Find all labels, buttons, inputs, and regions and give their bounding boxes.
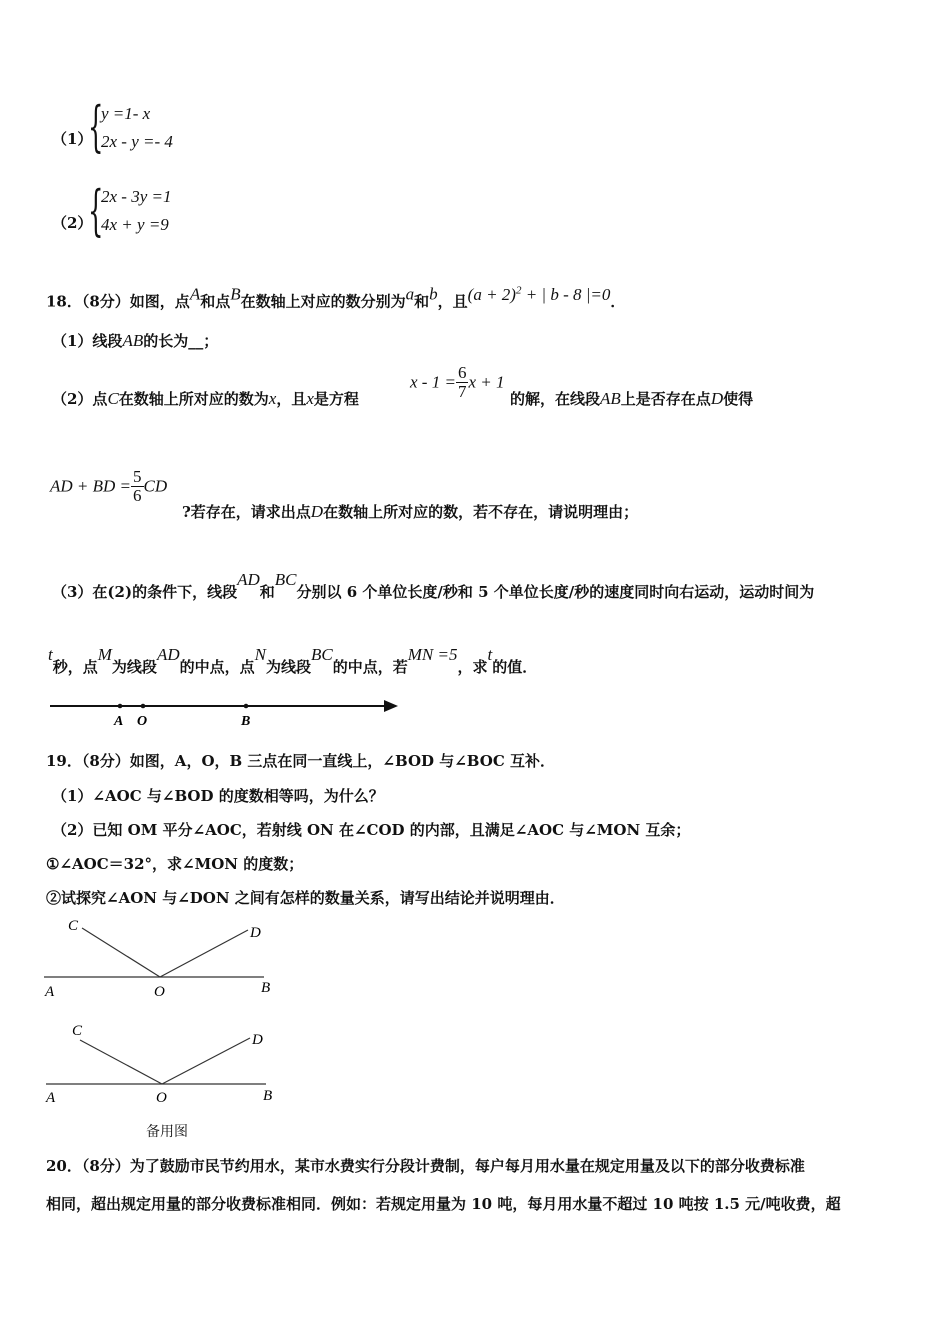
angle-figure-2 <box>40 1018 290 1113</box>
number-line-figure <box>44 694 404 730</box>
q17-p2-eq2: 4x + y =9 <box>101 215 169 234</box>
q18-part2-line1b: 的解，在线段AB上是否存在点D使得 <box>510 389 754 408</box>
label-o: O <box>156 1090 167 1106</box>
angle-figure-1 <box>40 910 290 1005</box>
q18-line1: 18．（8分）如图，点A和点B在数轴上对应的数分别为a和b，且$(a + 2)^2$ + | b - 8 |=0． <box>46 284 626 311</box>
label-a: A <box>45 984 55 1000</box>
label-d: D <box>252 1032 263 1048</box>
q17-p2-eq1: 2x - 3y =1 <box>101 187 172 206</box>
figure-caption: 备用图 <box>146 1124 188 1140</box>
q19-part2-2: ②试探究∠AON 与∠DON 之间有怎样的数量关系，请写出结论并说明理由． <box>46 889 565 907</box>
q17-p1-eq1: y =1- x <box>101 104 151 123</box>
axis-label-o: O <box>137 714 148 729</box>
q17-part1-label: （1） <box>52 130 93 148</box>
q17-p1-eq2: 2x - y =- 4 <box>101 132 173 151</box>
q18-part3-line1: （3）在(2)的条件下，线段AD和BC分别以 6 个单位长度/秒和 5 个单位长度/秒的速度同时向右运动，运动时间为 <box>52 570 815 601</box>
q20-line1: 20．（8分）为了鼓励市民节约用水，某市水费实行分段计费制，每户每月用水量在规定用量及以下的部分收费标准 <box>46 1157 805 1175</box>
ray-od <box>162 1038 250 1084</box>
point-a-dot <box>118 704 123 709</box>
q19-part2-1: ①∠AOC＝32°，求∠MON 的度数； <box>46 855 304 873</box>
label-c: C <box>68 918 79 934</box>
q17-brace-1: { <box>88 95 104 158</box>
point-b-dot <box>244 704 249 709</box>
q18-condition-eq: AD + BD = $\frac{5}{6}$ CD <box>50 467 168 505</box>
axis-label-a: A <box>114 714 124 729</box>
label-a: A <box>46 1090 56 1106</box>
q18-part2-line2: ?若存在，请求出点D在数轴上所对应的数，若不存在，请说明理由； <box>182 502 639 521</box>
q18-part2-line1: （2）点C在数轴上所对应的数为x，且x是方程 <box>52 389 359 408</box>
number-line-arrow <box>384 700 398 712</box>
q19-part2: （2）已知 OM 平分∠AOC，若射线 ON 在∠COD 的内部，且满足∠AOC 与∠MON 互余； <box>52 821 691 839</box>
label-d: D <box>250 925 261 941</box>
label-b: B <box>261 980 271 996</box>
q18-part1: （1）线段AB的长为__； <box>52 331 219 350</box>
label-o: O <box>154 984 165 1000</box>
point-o-dot <box>141 704 146 709</box>
q19-line1: 19．（8分）如图，A，O，B 三点在同一直线上，∠BOD 与∠BOC 互补． <box>46 752 555 770</box>
axis-label-b: B <box>241 714 251 729</box>
q18-part3-line2: t秒，点M为线段AD的中点，点N为线段BC的中点，若MN =5，求t的值． <box>48 645 538 676</box>
q17-brace-2: { <box>88 179 104 242</box>
q18-equation: x - 1 = $\frac{6}{7}$ x + 1 <box>410 363 505 401</box>
ray-oc <box>80 1040 162 1084</box>
ray-oc <box>82 928 160 977</box>
q17-part2-label: （2） <box>52 214 93 232</box>
label-b: B <box>263 1088 273 1104</box>
ray-od <box>160 930 248 977</box>
label-c: C <box>72 1023 83 1039</box>
q19-part1: （1）∠AOC 与∠BOD 的度数相等吗，为什么？ <box>52 787 384 805</box>
q20-line2: 相同，超出规定用量的部分收费标准相同．例如：若规定用量为 10 吨，每月用水量不超过 10 吨按 1.5 元/吨收费，超 <box>46 1195 841 1213</box>
